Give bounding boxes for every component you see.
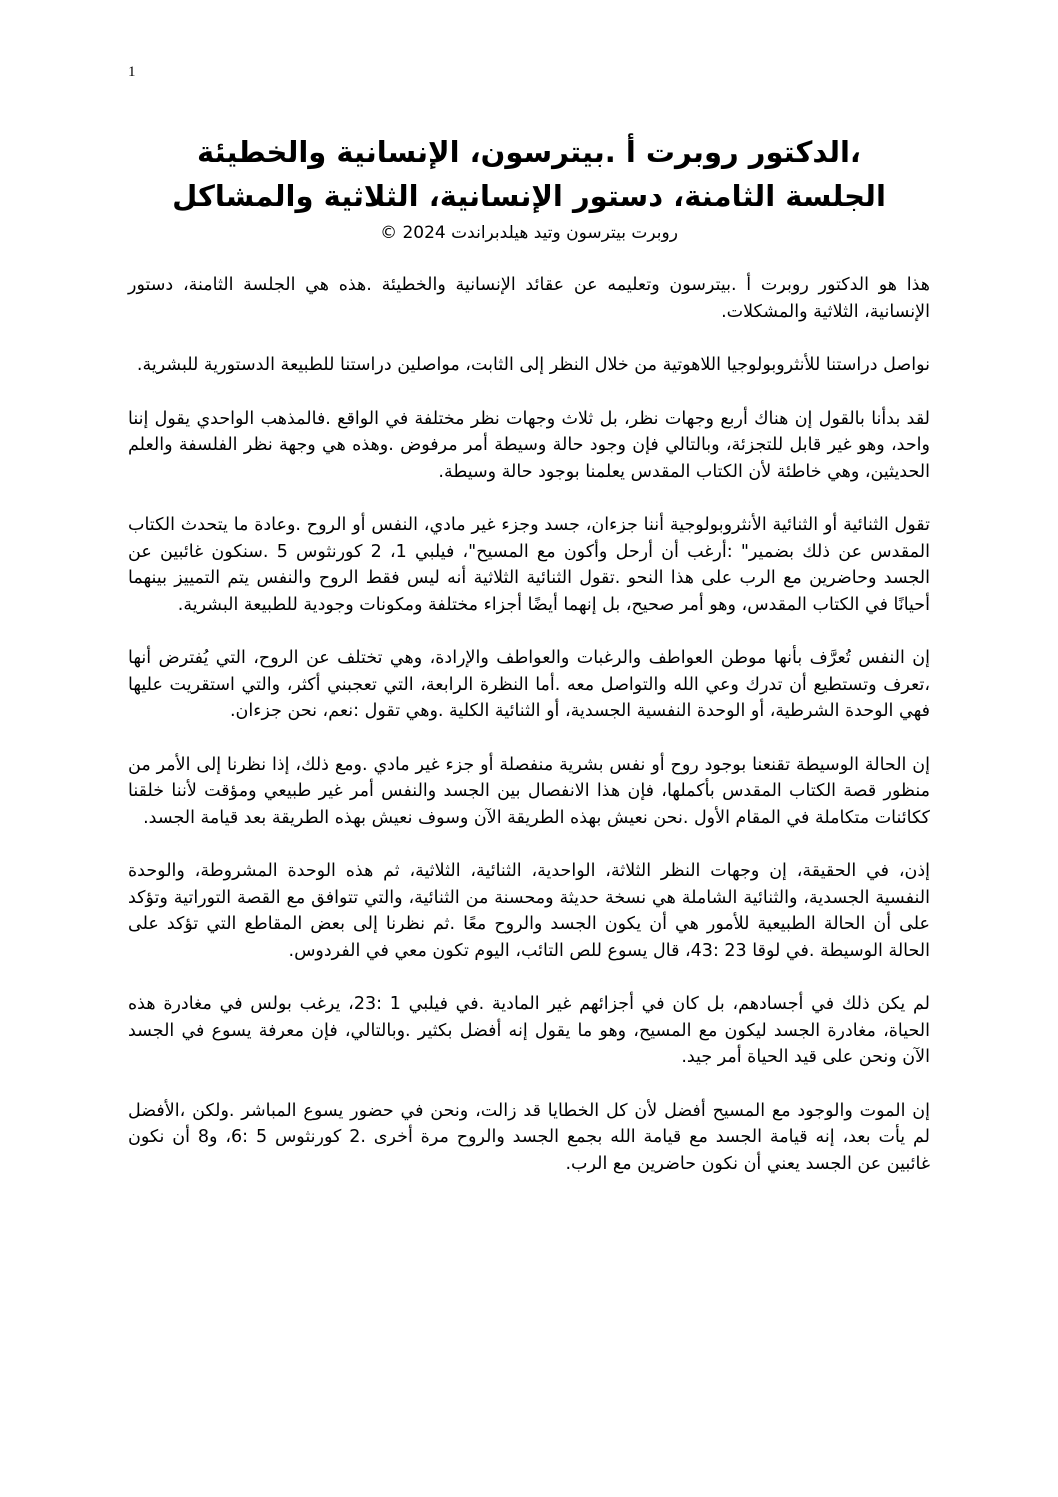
paragraph-3: لقد بدأنا بالقول إن هناك أربع وجهات نظر، بل ثلاث وجهات نظر مختلفة في الواقع .فالمذهب الواحدي يقول إننا واحد، وهو غير قابل للتجزئة، وبالتالي فإن وجود حالة وسيطة أمر مرفوض .وهذه هي وجهة نظر الفلسفة والعلم الحديثين، وهي خاطئة لأن الكتاب المقدس يعلمنا بوجود حالة وسيطة.	[128, 408, 930, 482]
paragraph-4: تقول الثنائية أو الثنائية الأنثروبولوجية أننا جزءان، جسد وجزء غير مادي، النفس أو الروح .وعادة ما يتحدث الكتاب المقدس عن ذلك بضمير" :أرغب أن أرحل وأكون مع المسيح"، فيلبي 1، 2 كورنثوس 5 .سنكون غائبين عن الجسد وحاضرين مع الرب على هذا النحو .تقول الثنائية الثلاثية أنه ليس فقط الروح والنفس يتم التمييز بينهما أحيانًا في الكتاب المقدس، وهو أمر صحيح، بل إنهما أيضًا أجزاء مختلفة ومكونات وجودية للطبيعة البشرية.	[128, 515, 930, 615]
paragraph-9: إن الموت والوجود مع المسيح أفضل لأن كل الخطايا قد زالت، ونحن في حضور يسوع المباشر .ولكن ،الأفضل لم يأت بعد، إنه قيامة الجسد مع قيامة الله بجمع الجسد والروح مرة أخرى .2 كورنثوس 5 :6، و8 أن نكون غائبين عن الجسد يعني أن نكون حاضرين مع الرب.	[128, 1100, 930, 1174]
title-block	[130, 130, 928, 246]
paragraph-5: إن النفس تُعرَّف بأنها موطن العواطف والرغبات والعواطف والإرادة، وهي تختلف عن الروح، التي يُفترض أنها ،تعرف وتستطيع أن تدرك وعي الله والتواصل معه .أما النظرة الرابعة، التي تعجبني أكثر، والتي استقريت عليها فهي الوحدة الشرطية، أو الوحدة النفسية الجسدية، أو الثنائية الكلية .وهي تقول :نعم، نحن جزءان.	[128, 648, 930, 721]
paragraph-6: إن الحالة الوسيطة تقنعنا بوجود روح أو نفس بشرية منفصلة أو جزء غير مادي .ومع ذلك، إذا نظرنا إلى الأمر من منظور قصة الكتاب المقدس بأكملها، فإن هذا الانفصال بين الجسد والنفس أمر غير طبيعي ومؤقت لأننا خلقنا ككائنات متكاملة في المقام الأول .نحن نعيش بهذه الطريقة الآن وسوف نعيش بهذه الطريقة بعد قيامة الجسد.	[128, 754, 930, 828]
document-body	[128, 272, 930, 1204]
paragraph-1: هذا هو الدكتور روبرت أ .بيترسون وتعليمه عن عقائد الإنسانية والخطيئة .هذه هي الجلسة الثامنة، دستور الإنسانية، الثلاثية والمشكلات.	[128, 275, 930, 322]
copyright-line: روبرت بيترسون وتيد هيلدبراندت 2024 ©	[380, 223, 678, 243]
paragraph-8: لم يكن ذلك في أجسادهم، بل كان في أجزائهم غير المادية .في فيلبي 1 :23، يرغب بولس في مغادرة هذه الحياة، مغادرة الجسد ليكون مع المسيح، وهو ما يقول إنه أفضل بكثير .وبالتالي، فإن معرفة يسوع في الجسد الآن ونحن على قيد الحياة أمر جيد.	[128, 994, 930, 1067]
paragraph-7: إذن، في الحقيقة، إن وجهات النظر الثلاثة، الواحدية، الثنائية، الثلاثية، ثم هذه الوحدة المشروطة، والوحدة النفسية الجسدية، والثنائية الشاملة هي نسخة حديثة ومحسنة من الثنائية، والتي تتوافق مع القصة التوراتية وتؤكد على أن الحالة الطبيعية للأمور هي أن يكون الجسد والروح معًا .ثم نظرنا إلى بعض المقاطع التي تؤكد على الحالة الوسيطة .في لوقا 23 :43، قال يسوع للص التائب، اليوم تكون معي في الفردوس.	[128, 861, 930, 961]
paragraph-2: نواصل دراستنا للأنثروبولوجيا اللاهوتية من خلال النظر إلى الثابت، مواصلين دراستنا للطبيعة الدستورية للبشرية.	[136, 355, 930, 375]
title-line-2: الجلسة الثامنة، دستور الإنسانية، الثلاثية والمشاكل	[172, 179, 886, 213]
page-number: 1	[128, 64, 136, 80]
title-line-1: ،الدكتور روبرت أ .بيترسون، الإنسانية والخطيئة	[197, 135, 861, 169]
